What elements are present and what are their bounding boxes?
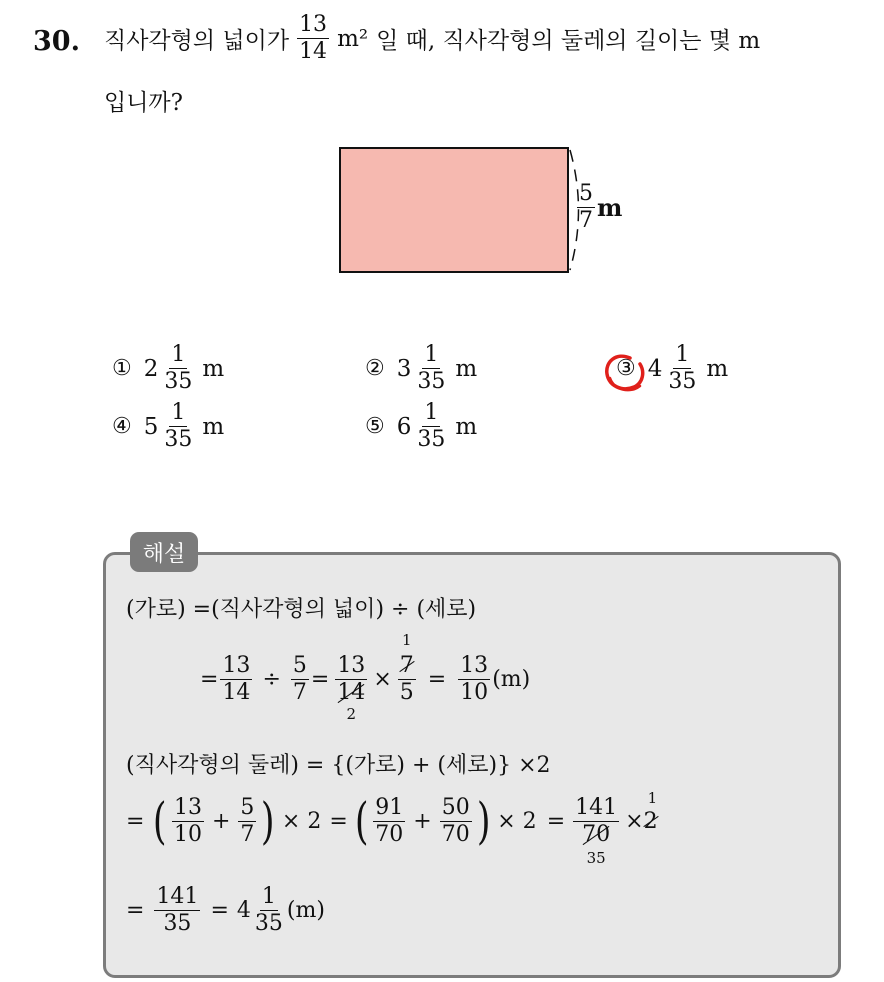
l2-f4-num: 7 bbox=[399, 653, 414, 678]
l4-c-num: 91 bbox=[375, 794, 404, 820]
l4-two: 2 bbox=[643, 808, 658, 834]
l4-b-den: 7 bbox=[240, 821, 255, 847]
choice-2-fraction bbox=[415, 344, 447, 393]
l4-d-den: 70 bbox=[441, 821, 470, 847]
l4-times-two: × 2 bbox=[281, 808, 322, 834]
choice-4-mark: ④ bbox=[112, 414, 132, 439]
l5-den: 35 bbox=[163, 911, 192, 936]
choice-3-num: 1 bbox=[675, 342, 690, 367]
solution-line-3: (직사각형의 둘레) = {(가로) + (세로)} ×2 bbox=[126, 753, 551, 778]
choice-3-fraction bbox=[666, 344, 698, 393]
l4-open-paren: ( bbox=[153, 792, 168, 850]
choice-5-whole: 6 bbox=[396, 413, 412, 440]
l4-eq3: = bbox=[546, 808, 566, 834]
choice-2-whole: 3 bbox=[396, 355, 412, 382]
l4-plus2: + bbox=[413, 808, 432, 834]
area-numerator: 13 bbox=[299, 12, 328, 37]
l2-f3-den: 14 bbox=[337, 680, 366, 705]
choice-2-num: 1 bbox=[424, 342, 439, 367]
l2-frac-5 bbox=[458, 655, 490, 704]
l2-f4-num-reduced: 1 bbox=[401, 631, 412, 649]
solution-line-2 bbox=[200, 631, 531, 723]
l2-eq3: = bbox=[427, 667, 447, 692]
l5-eq2: = bbox=[210, 898, 229, 923]
area-fraction bbox=[297, 14, 329, 63]
l2-f2-den: 7 bbox=[292, 680, 307, 705]
solution-line-4 bbox=[126, 788, 658, 867]
l2-f5-num: 13 bbox=[460, 653, 489, 678]
area-denominator: 14 bbox=[299, 39, 328, 64]
l4-frac-c bbox=[373, 794, 405, 847]
question-text-before: 직사각형의 넓이가 bbox=[104, 28, 290, 54]
l4-eq2: = bbox=[329, 808, 348, 834]
l4-frac-a bbox=[172, 794, 204, 847]
l4-d-num: 50 bbox=[441, 794, 470, 820]
choice-1-unit: m bbox=[202, 355, 225, 382]
question-number: 30. bbox=[33, 26, 80, 57]
choice-2-den: 35 bbox=[417, 369, 446, 394]
rectangle-shape bbox=[340, 148, 568, 272]
l4-close-paren-2: ) bbox=[476, 792, 491, 850]
solution-tag: 해설 bbox=[130, 532, 198, 572]
l4-e-den-reduced: 35 bbox=[586, 848, 606, 867]
choice-5-unit: m bbox=[455, 413, 478, 440]
choice-1-den: 35 bbox=[164, 369, 193, 394]
l5-mixed-num: 1 bbox=[261, 884, 276, 909]
choice-1-num: 1 bbox=[171, 342, 186, 367]
l2-f3-den-reduced: 2 bbox=[346, 705, 357, 723]
height-label bbox=[575, 183, 622, 232]
choice-5-num: 1 bbox=[424, 400, 439, 425]
l5-frac bbox=[154, 886, 200, 935]
l4-b-num: 5 bbox=[240, 794, 255, 820]
l2-eq2: = bbox=[310, 667, 330, 692]
choice-5[interactable] bbox=[365, 402, 477, 451]
l5-mixed-frac bbox=[253, 886, 285, 935]
l2-unit: (m) bbox=[492, 667, 531, 692]
l4-times: × bbox=[625, 808, 644, 834]
l4-two-wrap bbox=[643, 788, 658, 834]
l2-frac-4 bbox=[398, 631, 416, 705]
choice-1-fraction bbox=[162, 344, 194, 393]
l5-unit: (m) bbox=[286, 898, 325, 923]
choice-5-fraction bbox=[415, 402, 447, 451]
solution-line-5 bbox=[126, 886, 325, 935]
choice-5-den: 35 bbox=[417, 427, 446, 452]
l4-times-two2: × 2 bbox=[497, 808, 537, 834]
l2-frac-3 bbox=[335, 653, 367, 723]
question-line-1 bbox=[104, 14, 760, 63]
l4-c-den: 70 bbox=[375, 821, 404, 847]
l4-e-den: 70 bbox=[582, 821, 611, 847]
l2-eq: = bbox=[200, 667, 219, 692]
choice-1-whole: 2 bbox=[143, 355, 159, 382]
choice-4-whole: 5 bbox=[143, 413, 159, 440]
l2-f5-den: 10 bbox=[460, 680, 489, 705]
l2-frac-2 bbox=[291, 655, 309, 704]
l4-a-den: 10 bbox=[173, 821, 202, 847]
area-unit: m² bbox=[337, 25, 369, 52]
question-text-mid: 일 때, 직사각형의 둘레의 길이는 몇 m bbox=[376, 28, 761, 54]
choice-1-mark: ① bbox=[112, 356, 132, 381]
choice-3-mark: ③ bbox=[616, 356, 636, 381]
l4-e-num: 141 bbox=[575, 794, 618, 820]
l4-open-paren-2: ( bbox=[354, 792, 369, 850]
l2-f2-num: 5 bbox=[292, 653, 307, 678]
choice-3-whole: 4 bbox=[647, 355, 663, 382]
choice-4-fraction bbox=[162, 402, 194, 451]
answer-circle-mark bbox=[600, 350, 650, 398]
l4-eq: = bbox=[126, 808, 145, 834]
l5-num: 141 bbox=[156, 884, 199, 909]
choice-4[interactable] bbox=[112, 402, 224, 451]
l4-two-reduced: 1 bbox=[647, 788, 658, 807]
height-denominator: 7 bbox=[579, 208, 593, 233]
l4-frac-e bbox=[573, 794, 619, 867]
l2-div: ÷ bbox=[262, 667, 281, 692]
l5-whole: 4 bbox=[236, 898, 251, 923]
height-unit: m bbox=[597, 193, 623, 222]
choice-1[interactable] bbox=[112, 344, 224, 393]
height-fraction bbox=[577, 183, 595, 232]
l2-f1-num: 13 bbox=[222, 653, 251, 678]
l2-f1-den: 14 bbox=[222, 680, 251, 705]
height-numerator: 5 bbox=[579, 181, 593, 206]
choice-2-unit: m bbox=[455, 355, 478, 382]
l5-mixed-den: 35 bbox=[254, 911, 283, 936]
choice-3-den: 35 bbox=[668, 369, 697, 394]
l2-frac-1 bbox=[220, 655, 252, 704]
choice-2[interactable] bbox=[365, 344, 477, 393]
question-line-2: 입니까? bbox=[104, 90, 183, 116]
choice-4-den: 35 bbox=[164, 427, 193, 452]
choice-5-mark: ⑤ bbox=[365, 414, 385, 439]
choice-4-num: 1 bbox=[171, 400, 186, 425]
l4-frac-d bbox=[440, 794, 472, 847]
l2-f3-num: 13 bbox=[337, 653, 366, 678]
solution-line-1: (가로) =(직사각형의 넓이) ÷ (세로) bbox=[126, 597, 477, 622]
choice-2-mark: ② bbox=[365, 356, 385, 381]
l4-a-num: 13 bbox=[173, 794, 202, 820]
choice-3-unit: m bbox=[706, 355, 729, 382]
l4-frac-b bbox=[238, 794, 256, 847]
choice-4-unit: m bbox=[202, 413, 225, 440]
l2-f4-den: 5 bbox=[399, 680, 414, 705]
l4-close-paren: ) bbox=[261, 792, 275, 850]
l5-eq: = bbox=[126, 898, 145, 923]
l2-times: × bbox=[373, 667, 392, 692]
l4-plus: + bbox=[211, 808, 231, 834]
